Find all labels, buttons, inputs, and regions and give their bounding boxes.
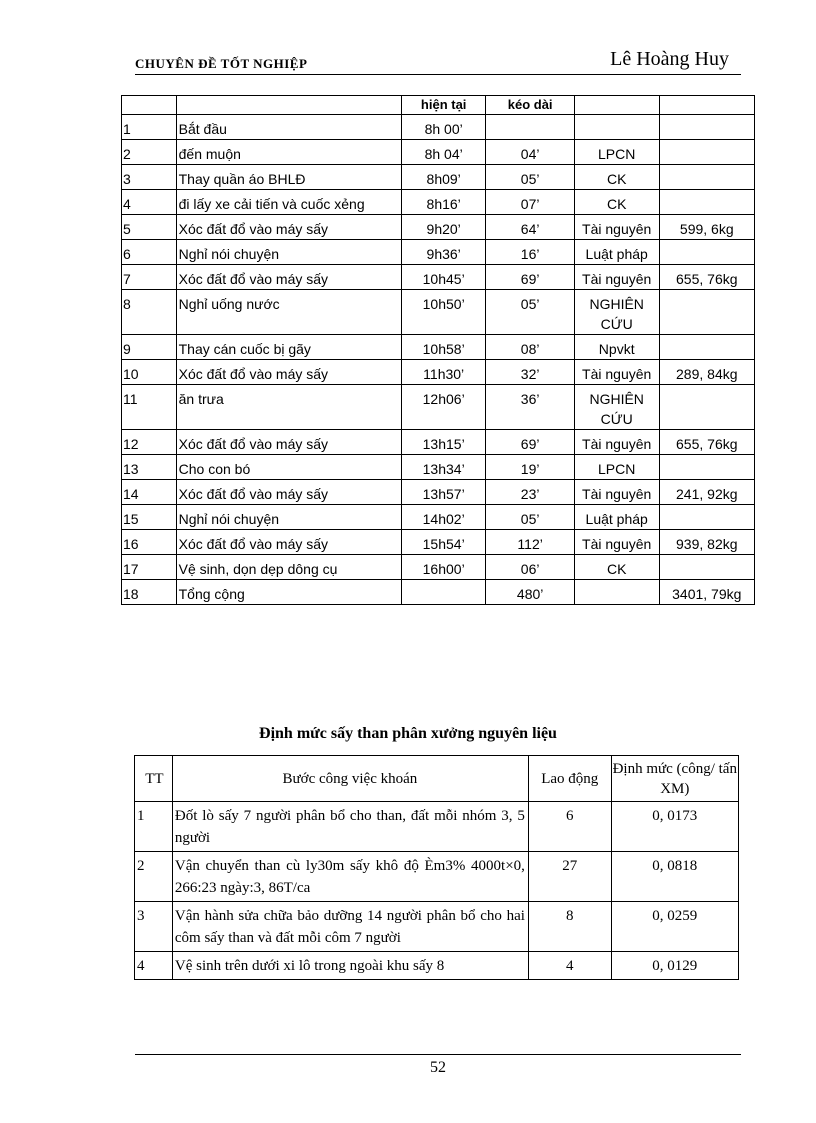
duration-cell: 480’ [486, 580, 574, 605]
weight-cell [659, 385, 754, 430]
category-cell: LPCN [574, 455, 659, 480]
table-row [122, 430, 755, 455]
row-number-cell: 11 [122, 385, 177, 430]
duration-cell: 69’ [486, 430, 574, 455]
task-description-cell: Cho con bó [176, 455, 401, 480]
weight-cell: 289, 84kg [659, 360, 754, 385]
table-row [122, 580, 755, 605]
task-description-cell: Xóc đất đổ vào máy sấy [176, 530, 401, 555]
duration-cell: 05’ [486, 165, 574, 190]
weight-cell [659, 455, 754, 480]
table-row [122, 505, 755, 530]
duration-cell: 23’ [486, 480, 574, 505]
task-description-cell: Nghỉ nói chuyện [176, 240, 401, 265]
row-number-cell: 16 [122, 530, 177, 555]
table-row [122, 240, 755, 265]
header-cell-labor: Lao động [528, 756, 611, 802]
row-number-cell: 2 [122, 140, 177, 165]
weight-cell [659, 555, 754, 580]
norm-cell: 0, 0129 [611, 952, 738, 980]
row-number-cell: 15 [122, 505, 177, 530]
duration-cell: 05’ [486, 505, 574, 530]
row-number-cell: 14 [122, 480, 177, 505]
weight-cell [659, 335, 754, 360]
header-cell-current-time: hiện tại [401, 96, 486, 115]
current-time-cell: 8h 04’ [401, 140, 486, 165]
row-number-cell: 17 [122, 555, 177, 580]
current-time-cell: 15h54’ [401, 530, 486, 555]
table-row [122, 140, 755, 165]
norm-cell: 0, 0259 [611, 902, 738, 952]
duration-cell: 69’ [486, 265, 574, 290]
table-row [122, 455, 755, 480]
header-cell-category [574, 96, 659, 115]
weight-cell: 241, 92kg [659, 480, 754, 505]
norm-cell: 0, 0173 [611, 802, 738, 852]
task-description-cell: đến muộn [176, 140, 401, 165]
page-number: 52 [430, 1059, 446, 1076]
current-time-cell: 12h06’ [401, 385, 486, 430]
current-time-cell: 11h30’ [401, 360, 486, 385]
table-row [122, 190, 755, 215]
row-number-cell: 5 [122, 215, 177, 240]
duration-cell: 06’ [486, 555, 574, 580]
task-description-cell: Xóc đất đổ vào máy sấy [176, 265, 401, 290]
weight-cell: 939, 82kg [659, 530, 754, 555]
current-time-cell: 9h36’ [401, 240, 486, 265]
category-cell: Tài nguyên [574, 215, 659, 240]
page-footer [135, 1054, 741, 1077]
table-row [122, 555, 755, 580]
current-time-cell: 13h57’ [401, 480, 486, 505]
duration-cell: 04’ [486, 140, 574, 165]
table-row [122, 335, 755, 360]
header-cell-weight [659, 96, 754, 115]
category-cell: Tài nguyên [574, 530, 659, 555]
weight-cell [659, 290, 754, 335]
index-cell: 1 [135, 802, 173, 852]
category-cell: Luật pháp [574, 505, 659, 530]
table-header-row [135, 756, 739, 802]
weight-cell [659, 240, 754, 265]
header-cell-norm: Định mức (công/ tấn XM) [611, 756, 738, 802]
current-time-cell: 8h09’ [401, 165, 486, 190]
category-cell: NGHIÊN CỨU [574, 290, 659, 335]
work-step-cell: Đốt lò sấy 7 người phân bổ cho than, đất mỗi nhóm 3, 5 người [172, 802, 528, 852]
header-title: CHUYÊN ĐỀ TỐT NGHIỆP [135, 56, 308, 71]
task-description-cell: Nghỉ uống nước [176, 290, 401, 335]
task-description-cell: Bắt đầu [176, 115, 401, 140]
work-step-cell: Vệ sinh trên dưới xi lô trong ngoài khu sấy 8 [172, 952, 528, 980]
task-description-cell: đi lấy xe cải tiến và cuốc xẻng [176, 190, 401, 215]
task-description-cell: Vệ sinh, dọn dẹp dông cụ [176, 555, 401, 580]
current-time-cell: 14h02’ [401, 505, 486, 530]
duration-cell: 32’ [486, 360, 574, 385]
table-row [122, 115, 755, 140]
task-description-cell: Thay cán cuốc bị gãy [176, 335, 401, 360]
weight-cell [659, 115, 754, 140]
work-step-cell: Vận hành sửa chữa bảo dưỡng 14 người phân bổ cho hai côm sấy than và đất mỗi côm 7 người [172, 902, 528, 952]
category-cell: LPCN [574, 140, 659, 165]
row-number-cell: 1 [122, 115, 177, 140]
weight-cell: 655, 76kg [659, 265, 754, 290]
header-cell-row-number [122, 96, 177, 115]
task-description-cell: Xóc đất đổ vào máy sấy [176, 480, 401, 505]
category-cell: Tài nguyên [574, 430, 659, 455]
index-cell: 4 [135, 952, 173, 980]
current-time-cell: 10h58’ [401, 335, 486, 360]
task-description-cell: Xóc đất đổ vào máy sấy [176, 430, 401, 455]
header-cell-task-description [176, 96, 401, 115]
current-time-cell: 8h 00’ [401, 115, 486, 140]
labor-cell: 8 [528, 902, 611, 952]
task-description-cell: Tổng cộng [176, 580, 401, 605]
row-number-cell: 12 [122, 430, 177, 455]
table-row [135, 802, 739, 852]
row-number-cell: 3 [122, 165, 177, 190]
duration-cell: 19’ [486, 455, 574, 480]
norm-cell: 0, 0818 [611, 852, 738, 902]
category-cell: Tài nguyên [574, 360, 659, 385]
current-time-cell: 13h15’ [401, 430, 486, 455]
duration-cell: 16’ [486, 240, 574, 265]
row-number-cell: 7 [122, 265, 177, 290]
weight-cell: 3401, 79kg [659, 580, 754, 605]
current-time-cell: 8h16’ [401, 190, 486, 215]
task-description-cell: ăn trưa [176, 385, 401, 430]
category-cell: CK [574, 190, 659, 215]
drying-norm-table [134, 755, 739, 980]
weight-cell [659, 190, 754, 215]
labor-cell: 27 [528, 852, 611, 902]
duration-cell [486, 115, 574, 140]
weight-cell: 599, 6kg [659, 215, 754, 240]
header-cell-index: TT [135, 756, 173, 802]
duration-cell: 07’ [486, 190, 574, 215]
category-cell: CK [574, 555, 659, 580]
task-description-cell: Thay quần áo BHLĐ [176, 165, 401, 190]
row-number-cell: 13 [122, 455, 177, 480]
work-step-cell: Vận chuyển than cù ly30m sấy khô độ Èm3% 4000t×0, 266:23 ngày:3, 86T/ca [172, 852, 528, 902]
task-description-cell: Nghỉ nói chuyện [176, 505, 401, 530]
table-row [122, 385, 755, 430]
row-number-cell: 8 [122, 290, 177, 335]
category-cell: NGHIÊN CỨU [574, 385, 659, 430]
current-time-cell: 9h20’ [401, 215, 486, 240]
time-study-table [121, 95, 755, 605]
table-row [122, 290, 755, 335]
header-cell-work-step: Bước công việc khoán [172, 756, 528, 802]
current-time-cell: 10h50’ [401, 290, 486, 335]
duration-cell: 36’ [486, 385, 574, 430]
index-cell: 3 [135, 902, 173, 952]
category-cell [574, 115, 659, 140]
row-number-cell: 10 [122, 360, 177, 385]
weight-cell [659, 165, 754, 190]
weight-cell [659, 140, 754, 165]
table-header-row [122, 96, 755, 115]
category-cell: Tài nguyên [574, 480, 659, 505]
duration-cell: 112’ [486, 530, 574, 555]
weight-cell [659, 505, 754, 530]
table-row [122, 360, 755, 385]
table-row [122, 165, 755, 190]
row-number-cell: 6 [122, 240, 177, 265]
weight-cell: 655, 76kg [659, 430, 754, 455]
table-row [122, 215, 755, 240]
table-row [122, 480, 755, 505]
header-cell-duration: kéo dài [486, 96, 574, 115]
row-number-cell: 18 [122, 580, 177, 605]
page-header [135, 48, 741, 75]
duration-cell: 64’ [486, 215, 574, 240]
category-cell: Tài nguyên [574, 265, 659, 290]
current-time-cell [401, 580, 486, 605]
table-row [135, 952, 739, 980]
duration-cell: 05’ [486, 290, 574, 335]
table-row [122, 530, 755, 555]
category-cell: CK [574, 165, 659, 190]
category-cell: Luật pháp [574, 240, 659, 265]
task-description-cell: Xóc đất đổ vào máy sấy [176, 215, 401, 240]
row-number-cell: 9 [122, 335, 177, 360]
row-number-cell: 4 [122, 190, 177, 215]
current-time-cell: 10h45’ [401, 265, 486, 290]
labor-cell: 6 [528, 802, 611, 852]
category-cell: Npvkt [574, 335, 659, 360]
norm-table-title: Định mức sấy than phân xưởng nguyên liệu [259, 725, 557, 742]
index-cell: 2 [135, 852, 173, 902]
current-time-cell: 13h34’ [401, 455, 486, 480]
header-author: Lê Hoàng Huy [610, 48, 729, 70]
current-time-cell: 16h00’ [401, 555, 486, 580]
task-description-cell: Xóc đất đổ vào máy sấy [176, 360, 401, 385]
labor-cell: 4 [528, 952, 611, 980]
duration-cell: 08’ [486, 335, 574, 360]
table-row [122, 265, 755, 290]
table-row [135, 902, 739, 952]
category-cell [574, 580, 659, 605]
table-row [135, 852, 739, 902]
